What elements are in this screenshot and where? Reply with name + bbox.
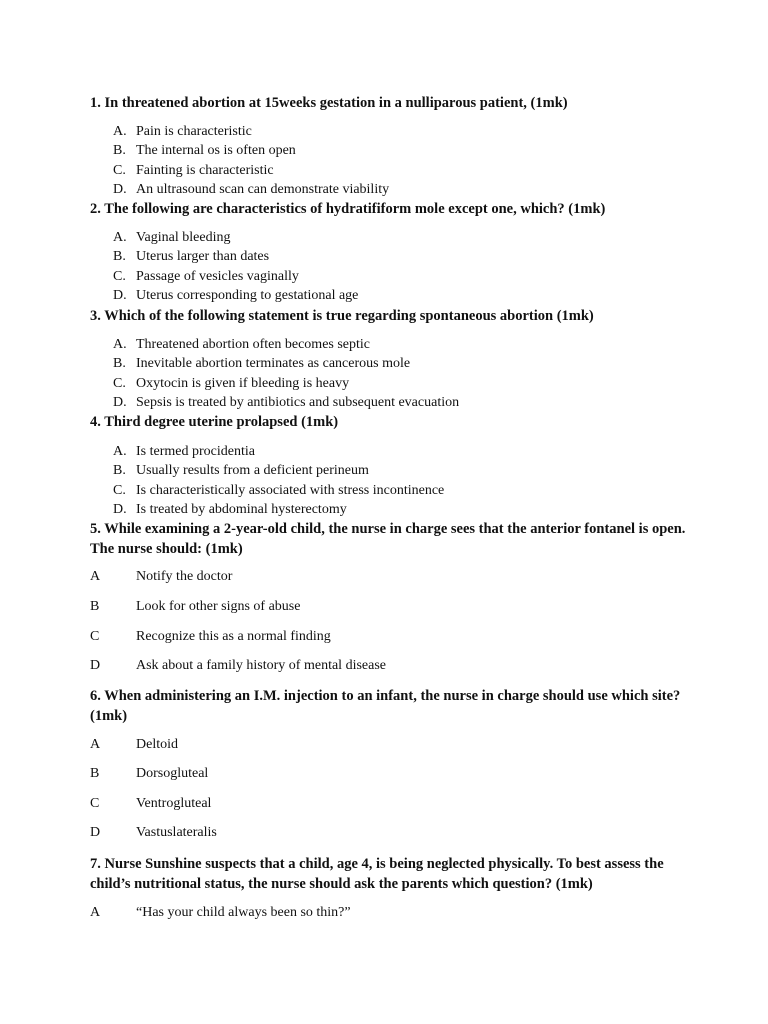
question-6: 6. When administering an I.M. injection to an infant, the nurse in charge should use which site? (1mk) — [90, 688, 681, 724]
option-text: Ask about a family history of mental disease — [136, 658, 386, 673]
option-letter: A. — [113, 124, 127, 139]
option-text: Vaginal bleeding — [136, 230, 231, 245]
option-letter: D. — [113, 502, 127, 518]
option-text: Sepsis is treated by antibiotics and subsequent evacuation — [136, 395, 460, 411]
question-4-options — [113, 442, 673, 520]
option — [113, 180, 673, 199]
question-3: 3. Which of the following statement is true regarding spontaneous abortion (1mk) — [90, 308, 594, 324]
question-5: 5. While examining a 2-year-old child, the nurse in charge sees that the anterior fontanel is open. The nurse should: (1mk) — [90, 521, 686, 557]
option — [113, 374, 673, 393]
option — [90, 597, 690, 617]
option-text: An ultrasound scan can demonstrate viability — [136, 182, 390, 198]
option-text: The internal os is often open — [136, 143, 296, 159]
question-2: 2. The following are characteristics of hydratifiform mole except one, which? (1mk) — [90, 201, 606, 217]
option — [113, 500, 673, 519]
option — [113, 247, 673, 266]
question-7: 7. Nurse Sunshine suspects that a child, age 4, is being neglected physically. To best assess the child’s nutritional status, the nurse should ask the parents which question? (1mk) — [90, 856, 664, 892]
option-text: “Has your child always been so thin?” — [136, 905, 351, 920]
option-letter: B. — [113, 356, 126, 372]
option — [113, 286, 673, 305]
option — [113, 461, 673, 480]
option-letter: B. — [113, 249, 126, 265]
option-letter: A. — [113, 337, 127, 352]
option — [113, 335, 673, 354]
option — [113, 122, 673, 141]
question-1: 1. In threatened abortion at 15weeks gestation in a nulliparous patient, (1mk) — [90, 95, 568, 111]
option-letter: D — [90, 825, 101, 840]
option-text: Ventrogluteal — [136, 796, 212, 811]
option-letter: D — [90, 658, 101, 673]
option-letter: D. — [113, 182, 127, 198]
option-text: Inevitable abortion terminates as cancerous mole — [136, 356, 411, 372]
option-letter: B — [90, 766, 100, 781]
option — [90, 764, 690, 784]
option — [113, 393, 673, 412]
option-text: Fainting is characteristic — [136, 162, 274, 178]
question-2-options — [113, 228, 673, 306]
option-text: Is characteristically associated with stress incontinence — [136, 482, 445, 498]
option-text: Vastuslateralis — [136, 825, 217, 840]
option-letter: C — [90, 629, 100, 644]
option-text: Uterus larger than dates — [136, 249, 270, 265]
option-letter: B. — [113, 143, 126, 159]
option — [90, 903, 690, 923]
option — [113, 161, 673, 180]
option-text: Oxytocin is given if bleeding is heavy — [136, 375, 350, 391]
option — [113, 141, 673, 160]
question-3-options — [113, 335, 673, 413]
option — [90, 627, 690, 647]
option-letter: A. — [113, 444, 127, 459]
option-text: Is termed procidentia — [136, 444, 255, 459]
option-letter: C. — [113, 482, 126, 498]
option-letter: C. — [113, 375, 126, 391]
option-letter: D. — [113, 395, 127, 411]
option-text: Deltoid — [136, 737, 178, 752]
option-text: Is treated by abdominal hysterectomy — [136, 502, 347, 518]
option-text: Usually results from a deficient perineum — [136, 463, 369, 479]
option-letter: C. — [113, 268, 126, 284]
option — [113, 228, 673, 247]
option-text: Threatened abortion often becomes septic — [136, 337, 371, 352]
option — [113, 442, 673, 461]
option-text: Passage of vesicles vaginally — [136, 268, 299, 284]
option-letter: B — [90, 599, 100, 614]
option — [90, 794, 690, 814]
question-1-options — [113, 122, 673, 200]
option-text: Recognize this as a normal finding — [136, 629, 331, 644]
option — [90, 735, 690, 755]
option-letter: D. — [113, 288, 127, 304]
option-letter: A — [90, 737, 101, 752]
option-letter: A — [90, 569, 101, 584]
option-text: Look for other signs of abuse — [136, 599, 301, 614]
option-text: Pain is characteristic — [136, 124, 252, 139]
option-letter: A — [90, 905, 101, 920]
question-4: 4. Third degree uterine prolapsed (1mk) — [90, 414, 339, 430]
option-letter: C. — [113, 162, 126, 178]
option — [113, 481, 673, 500]
option-text: Notify the doctor — [136, 569, 233, 584]
option — [113, 354, 673, 373]
option-text: Uterus corresponding to gestational age — [136, 288, 359, 304]
option-letter: A. — [113, 230, 127, 245]
option — [90, 567, 690, 587]
option-text: Dorsogluteal — [136, 766, 209, 781]
option — [90, 656, 690, 676]
option — [90, 823, 690, 843]
option-letter: C — [90, 796, 100, 811]
option — [113, 267, 673, 286]
option-letter: B. — [113, 463, 126, 479]
